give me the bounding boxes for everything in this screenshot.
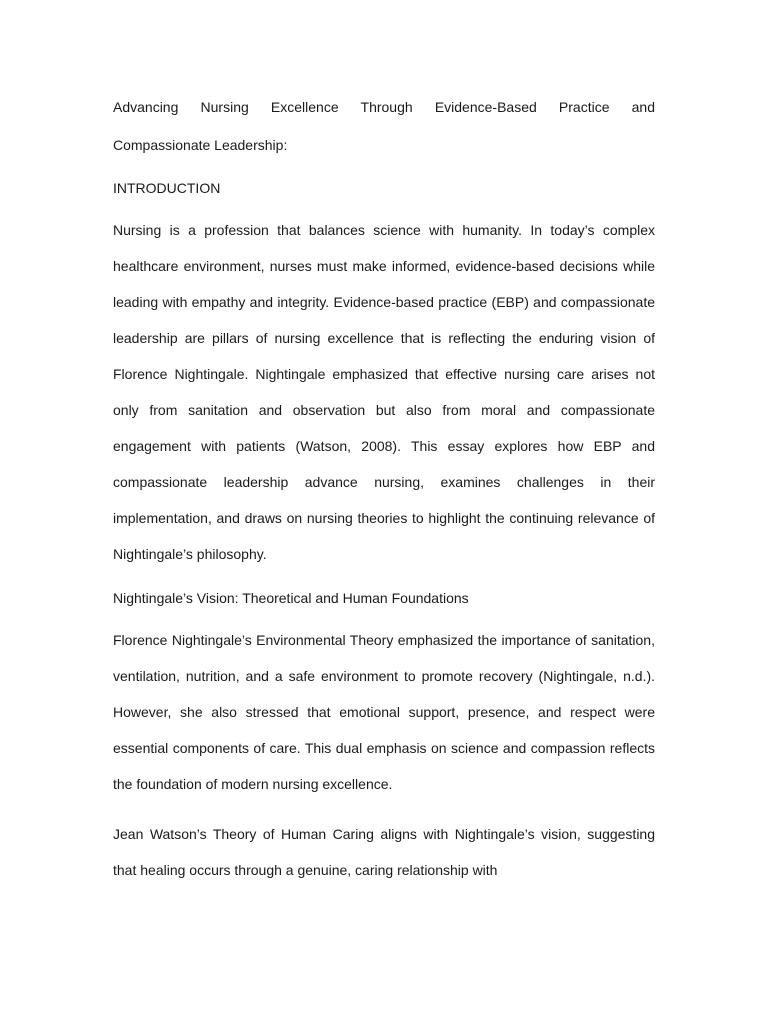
section-paragraph-watson-theory: Jean Watson’s Theory of Human Caring aligns with Nightingale’s vision, suggesting that healing occurs through a genuine, caring relationship with bbox=[113, 826, 655, 878]
title-line-1: Advancing Nursing Excellence Through Evidence-Based Practice and bbox=[113, 99, 655, 115]
document-title bbox=[113, 88, 655, 164]
section-heading-nightingale-vision: Nightingale’s Vision: Theoretical and Human Foundations bbox=[113, 590, 469, 606]
section-paragraph-environmental-theory: Florence Nightingale’s Environmental Theory emphasized the importance of sanitation, ventilation, nutrition, and a safe environment to promote recovery (Nightingale, n.d.). However, she also stressed that emotional support, presence, and respect were essential components of care. This dual emphasis on science and compassion reflects the foundation of modern nursing excellence. bbox=[113, 632, 655, 792]
intro-paragraph: Nursing is a profession that balances science with humanity. In today’s complex healthcare environment, nurses must make informed, evidence-based decisions while leading with empathy and integrity. Evidence-based practice (EBP) and compassionate leadership are pillars of nursing excellence that is reflecting the enduring vision of Florence Nightingale. Nightingale emphasized that effective nursing care arises not only from sanitation and observation but also from moral and compassionate engagement with patients (Watson, 2008). This essay explores how EBP and compassionate leadership advance nursing, examines challenges in their implementation, and draws on nursing theories to highlight the continuing relevance of Nightingale’s philosophy. bbox=[113, 222, 655, 562]
title-line-2: Compassionate Leadership: bbox=[113, 137, 288, 153]
intro-heading: INTRODUCTION bbox=[113, 180, 221, 196]
document-body bbox=[113, 88, 655, 902]
